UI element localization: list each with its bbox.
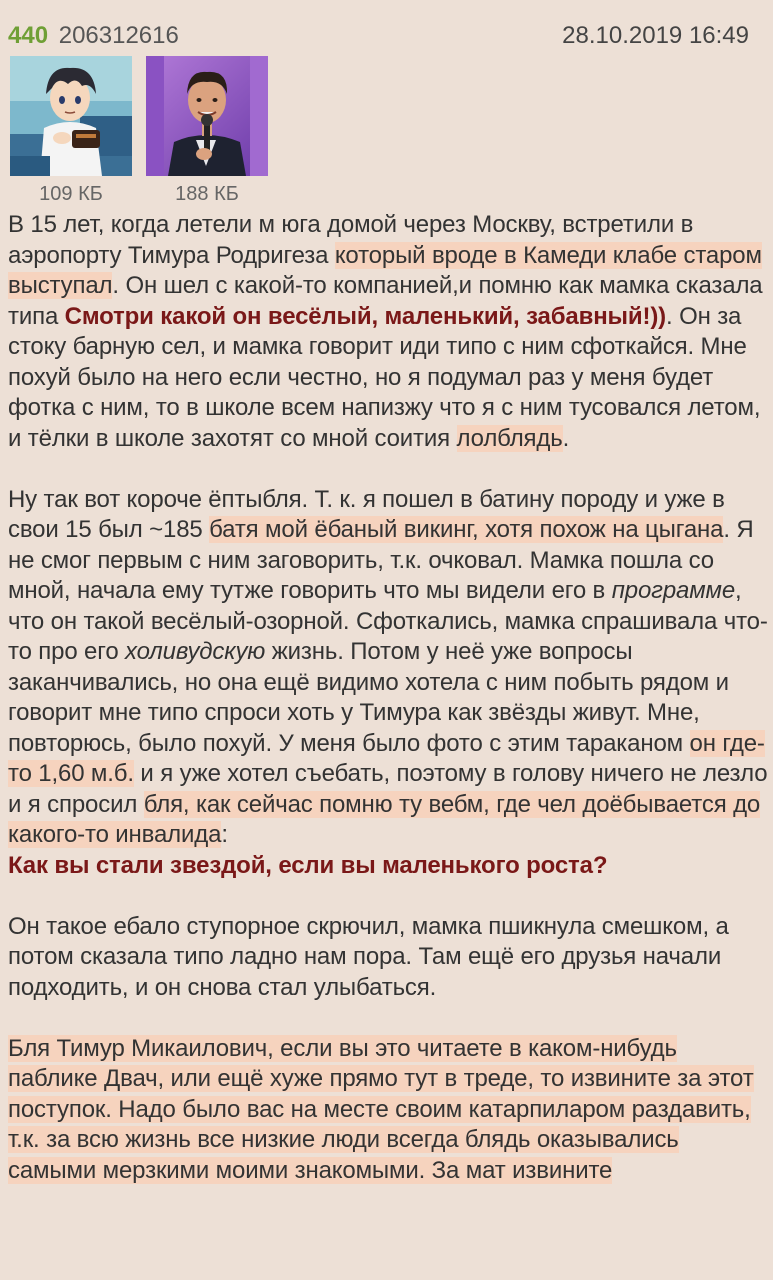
spoiler[interactable]: который вроде в Камеди клабе старом выступал	[8, 241, 762, 299]
text-span: :	[221, 821, 228, 848]
paragraph-gap	[8, 881, 768, 912]
text-span: , что он такой весёлый-озорной. Сфоткались, мамка спрашивала что-то про его	[8, 577, 768, 665]
italic-text: холивудскую	[125, 638, 266, 665]
paragraph-3: Он такое ебало ступорное скрючил, мамка пшикнула смешком, а потом сказала типо ладно нам пора. Там ещё его друзья начали подходить, и он снова стал улыбаться.	[8, 912, 729, 1001]
anime-boy-thumbnail[interactable]	[10, 56, 132, 176]
paragraph-4	[8, 1034, 768, 1187]
post-body	[8, 210, 768, 1186]
text-span: жизнь. Потом у неё уже вопросы заканчивались, но она ещё видимо хотела с ним побыть рядом и говорит мне типо спроси хоть у Тимура как звёзды живут. Мне, повторюсь, было похуй. У меня было фото с этим тараканом	[8, 638, 729, 757]
paragraph-2	[8, 485, 768, 882]
file-size-1: 109 КБ	[39, 183, 103, 205]
spoiler[interactable]: лолблядь	[456, 424, 563, 452]
text-span: . Я не смог первым с ним заговорить, т.к. очковал. Мамка пошла со мной, начала ему тутже говорить что мы видели его в	[8, 516, 754, 604]
text-span: .	[562, 424, 570, 452]
post-header	[8, 18, 749, 54]
post-number[interactable]: 440	[8, 22, 49, 49]
text-span: и я уже хотел съебать, поэтому в голову ничего не лезло и я спросил	[8, 760, 768, 818]
bold-text: Смотри какой он весёлый, маленький, забавный!))	[64, 302, 667, 330]
text-span: . Он за стоку барную сел, и мамка говорит иди типо с ним сфоткайся. Мне похуй было на него если честно, но я подумал раз у меня будет фотка с ним, то в школе всем напизжу что я с ним тусовался летом, и тёлки в школе захотят со мной соития	[8, 302, 761, 452]
spoiler[interactable]: Бля Тимур Микаилович, если вы это читаете в каком-нибудь паблике Двач, или ещё хуже прямо тут в треде, то извините за этот поступок. Надо было вас на месте своим катарпиларом раздавить, т.к. за всю жизнь все низкие люди всегда блядь оказывались самыми мерзкими моими знакомыми. За мат извините	[8, 1034, 754, 1184]
file-size-2: 188 КБ	[175, 183, 239, 205]
bold-question: Как вы стали звездой, если вы маленького роста?	[8, 851, 608, 879]
paragraph-gap	[8, 454, 768, 485]
man-with-microphone-thumbnail[interactable]	[146, 56, 268, 176]
text-span: Ну так вот короче ёптыбля. Т. к. я пошел в батину породу и уже в свои 15 был ~185	[8, 485, 725, 543]
spoiler[interactable]: батя мой ёбаный викинг, хотя похож на цыгана	[209, 516, 724, 543]
spoiler[interactable]: бля, как сейчас помню ту вебм, где чел доёбывается до какого-то инвалида	[8, 790, 761, 848]
paragraph-gap	[8, 1003, 768, 1034]
post-id[interactable]: 206312616	[58, 22, 179, 49]
italic-text: программе	[611, 577, 736, 604]
spoiler[interactable]: он где-то 1,60 м.б.	[8, 729, 765, 787]
text-span: В 15 лет, когда летели м юга домой через Москву, встретили в аэропорту Тимура Родригеза	[8, 211, 694, 269]
text-span: . Он шел с какой-то компанией,и помню как мамка сказала типа	[8, 272, 763, 330]
paragraph-1	[8, 210, 768, 454]
post-date: 28.10.2019 16:49	[562, 22, 749, 49]
